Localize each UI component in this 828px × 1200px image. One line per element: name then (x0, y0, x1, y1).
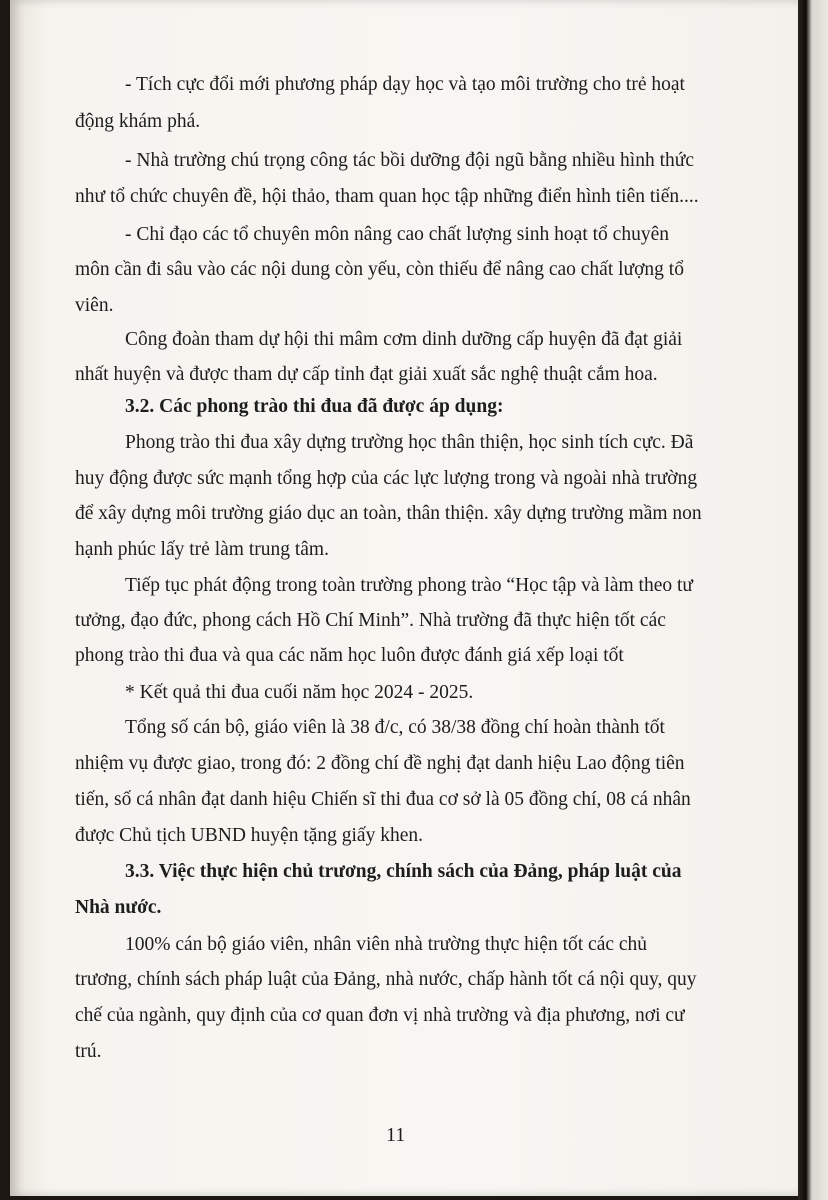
text-line: Tổng số cán bộ, giáo viên là 38 đ/c, có 38/38 đồng chí hoàn thành tốt (125, 717, 665, 738)
text-line: được Chủ tịch UBND huyện tặng giấy khen. (75, 825, 423, 846)
text-line: - Nhà trường chú trọng công tác bồi dưỡng đội ngũ bằng nhiều hình thức (125, 150, 694, 171)
text-line: 100% cán bộ giáo viên, nhân viên nhà trường thực hiện tốt các chủ (125, 934, 648, 955)
text-line: trú. (75, 1041, 102, 1062)
text-line: huy động được sức mạnh tổng hợp của các lực lượng trong và ngoài nhà trường (75, 468, 698, 489)
text-line: để xây dựng môi trường giáo dục an toàn, thân thiện. xây dựng trường mầm non (75, 503, 702, 524)
text-line: Phong trào thi đua xây dựng trường học thân thiện, học sinh tích cực. Đã (125, 432, 694, 453)
text-line: viên. (75, 295, 114, 316)
section-heading: Nhà nước. (75, 897, 162, 918)
text-line: - Chỉ đạo các tổ chuyên môn nâng cao chất lượng sinh hoạt tổ chuyên (125, 224, 669, 245)
page-edge (798, 0, 828, 1200)
text-line: tiến, số cá nhân đạt danh hiệu Chiến sĩ thi đua cơ sở là 05 đồng chí, 08 cá nhân (75, 789, 691, 810)
text-line: môn cần đi sâu vào các nội dung còn yếu, còn thiếu để nâng cao chất lượng tổ (75, 259, 684, 280)
text-line: - Tích cực đổi mới phương pháp dạy học và tạo môi trường cho trẻ hoạt (125, 74, 685, 95)
text-line: * Kết quả thi đua cuối năm học 2024 - 2025. (125, 682, 474, 703)
text-line: Công đoàn tham dự hội thi mâm cơm dinh dưỡng cấp huyện đã đạt giải (125, 329, 683, 350)
text-line: trương, chính sách pháp luật của Đảng, nhà nước, chấp hành tốt cá nội quy, quy (75, 969, 697, 990)
text-line: tưởng, đạo đức, phong cách Hồ Chí Minh”. Nhà trường đã thực hiện tốt các (75, 610, 666, 631)
text-line: phong trào thi đua và qua các năm học luôn được đánh giá xếp loại tốt (75, 645, 624, 666)
text-line: động khám phá. (75, 111, 201, 132)
text-line: như tổ chức chuyên đề, hội thảo, tham quan học tập những điển hình tiên tiến.... (75, 186, 699, 207)
text-line: Tiếp tục phát động trong toàn trường phong trào “Học tập và làm theo tư (125, 575, 693, 596)
text-line: nhiệm vụ được giao, trong đó: 2 đồng chí đề nghị đạt danh hiệu Lao động tiên (75, 753, 685, 774)
section-heading: 3.2. Các phong trào thi đua đã được áp dụng: (125, 396, 504, 417)
text-line: hạnh phúc lấy trẻ làm trung tâm. (75, 539, 329, 560)
page-number: 11 (386, 1124, 406, 1146)
section-heading: 3.3. Việc thực hiện chủ trương, chính sách của Đảng, pháp luật của (125, 861, 682, 882)
text-line: nhất huyện và được tham dự cấp tỉnh đạt giải xuất sắc nghệ thuật cắm hoa. (75, 364, 658, 385)
text-line: chế của ngành, quy định của cơ quan đơn vị nhà trường và địa phương, nơi cư (75, 1005, 685, 1026)
